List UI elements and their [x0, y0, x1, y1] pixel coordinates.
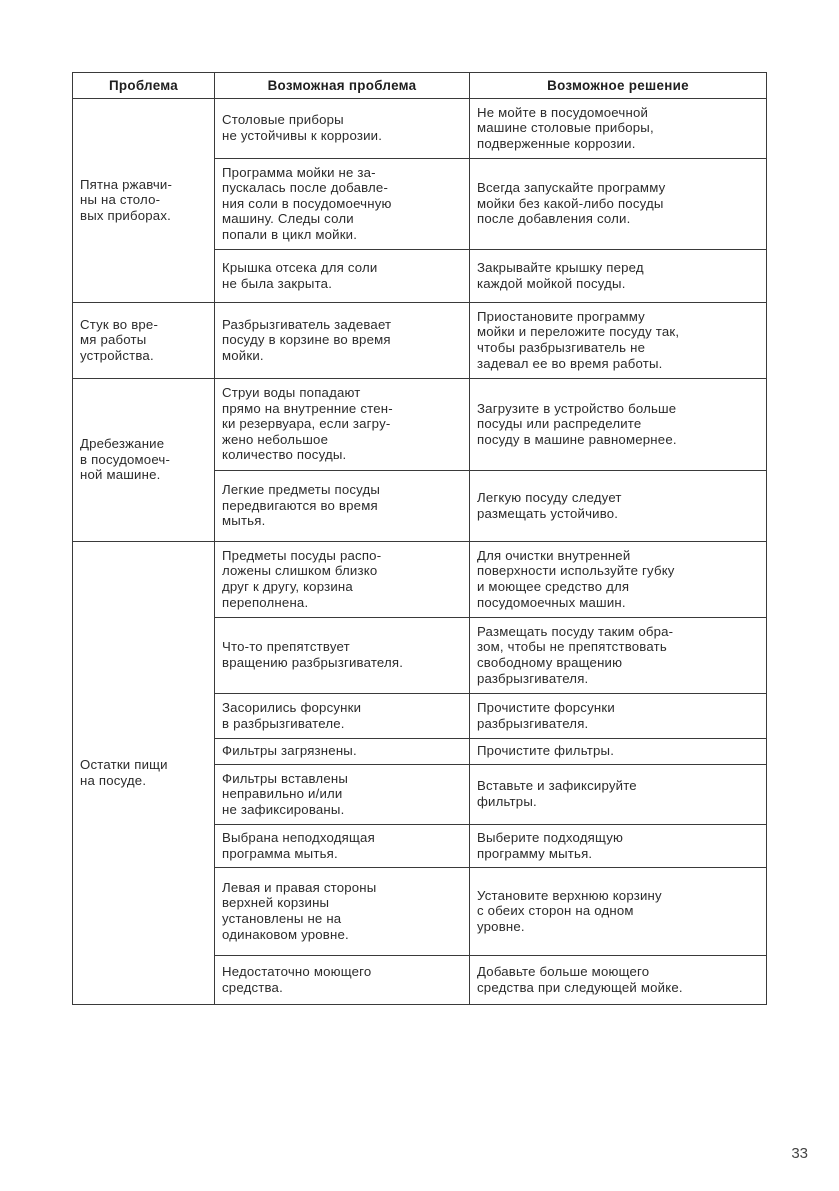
- troubleshooting-table: [72, 72, 767, 1005]
- cause-cell: Засорились форсунки в разбрызгивателе.: [215, 694, 470, 739]
- table-body: [73, 99, 767, 1005]
- solution-cell: Легкую посуду следует размещать устойчиво.: [470, 471, 767, 542]
- solution-cell: Размещать посуду таким обра- зом, чтобы не препятствовать свободному вращению разбрызгивателя.: [470, 618, 767, 694]
- solution-cell: Всегда запускайте программу мойки без какой-либо посуды после добавления соли.: [470, 159, 767, 250]
- table-row: [73, 542, 767, 618]
- solution-cell: Добавьте больше моющего средства при следующей мойке.: [470, 956, 767, 1005]
- cause-cell: Левая и правая стороны верхней корзины установлены не на одинаковом уровне.: [215, 868, 470, 956]
- header-possible-cause: Возможная проблема: [215, 73, 470, 99]
- cause-cell: Что-то препятствует вращению разбрызгивателя.: [215, 618, 470, 694]
- problem-cell: Стук во вре- мя работы устройства.: [73, 303, 215, 379]
- table-row: [73, 99, 767, 159]
- solution-cell: Прочистите фильтры.: [470, 739, 767, 765]
- solution-cell: Прочистите форсунки разбрызгивателя.: [470, 694, 767, 739]
- solution-cell: Не мойте в посудомоечной машине столовые приборы, подверженные коррозии.: [470, 99, 767, 159]
- solution-cell: Вставьте и зафиксируйте фильтры.: [470, 765, 767, 825]
- header-problem: Проблема: [73, 73, 215, 99]
- solution-cell: Закрывайте крышку перед каждой мойкой посуды.: [470, 250, 767, 303]
- solution-cell: Установите верхнюю корзину с обеих сторон на одном уровне.: [470, 868, 767, 956]
- problem-cell: Остатки пищи на посуде.: [73, 542, 215, 1005]
- problem-cell: Пятна ржавчи- ны на столо- вых приборах.: [73, 99, 215, 303]
- cause-cell: Разбрызгиватель задевает посуду в корзине во время мойки.: [215, 303, 470, 379]
- cause-cell: Предметы посуды распо- ложены слишком близко друг к другу, корзина переполнена.: [215, 542, 470, 618]
- cause-cell: Фильтры вставлены неправильно и/или не зафиксированы.: [215, 765, 470, 825]
- header-possible-solution: Возможное решение: [470, 73, 767, 99]
- solution-cell: Выберите подходящую программу мытья.: [470, 825, 767, 868]
- cause-cell: Программа мойки не за- пускалась после добавле- ния соли в посудомоечную машину. Следы соли попали в цикл мойки.: [215, 159, 470, 250]
- solution-cell: Приостановите программу мойки и переложите посуду так, чтобы разбрызгиватель не задевал ее во время работы.: [470, 303, 767, 379]
- cause-cell: Струи воды попадают прямо на внутренние стен- ки резервуара, если загру- жено небольшое количество посуды.: [215, 379, 470, 471]
- cause-cell: Выбрана неподходящая программа мытья.: [215, 825, 470, 868]
- table-row: [73, 379, 767, 471]
- problem-cell: Дребезжание в посудомоеч- ной машине.: [73, 379, 215, 542]
- solution-cell: Загрузите в устройство больше посуды или распределите посуду в машине равномернее.: [470, 379, 767, 471]
- cause-cell: Легкие предметы посуды передвигаются во время мытья.: [215, 471, 470, 542]
- cause-cell: Недостаточно моющего средства.: [215, 956, 470, 1005]
- cause-cell: Фильтры загрязнены.: [215, 739, 470, 765]
- table-row: [73, 303, 767, 379]
- page-number: 33: [791, 1145, 808, 1162]
- cause-cell: Крышка отсека для соли не была закрыта.: [215, 250, 470, 303]
- header-row: [73, 73, 767, 99]
- table-header: [73, 73, 767, 99]
- cause-cell: Столовые приборы не устойчивы к коррозии.: [215, 99, 470, 159]
- solution-cell: Для очистки внутренней поверхности используйте губку и моющее средство для посудомоечных машин.: [470, 542, 767, 618]
